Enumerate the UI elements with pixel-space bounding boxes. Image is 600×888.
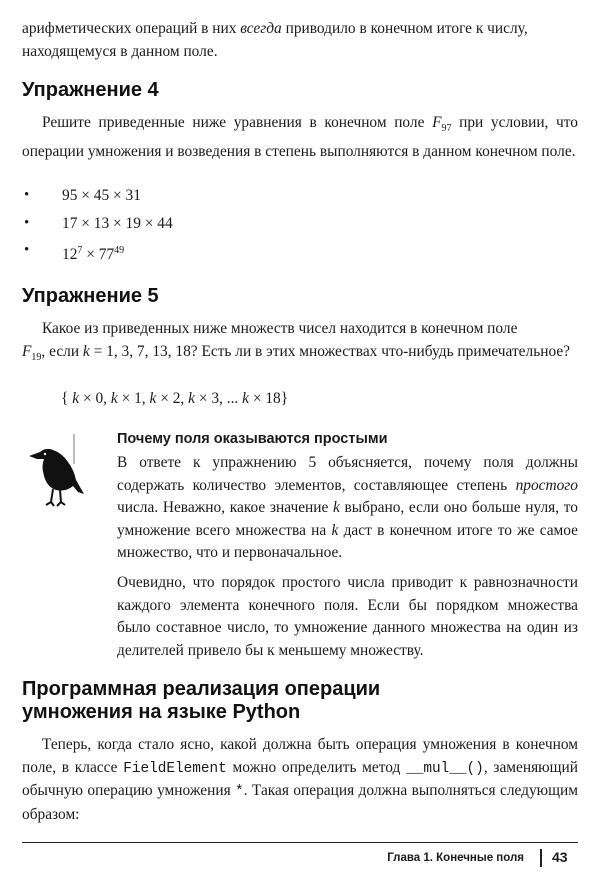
intro-text: арифметических операций в них xyxy=(22,20,241,37)
power-base: × 77 xyxy=(82,246,115,264)
section-text: . Такая операция должна выполняться следующим образом: xyxy=(22,782,578,823)
ex4-text-part: Решите приведенные ниже уравнения в конечном поле xyxy=(42,114,433,131)
footer-separator xyxy=(540,849,542,867)
set-part: × 0, xyxy=(79,390,111,407)
note-text: выбрано, если оно больше нуля, то умножение всего множества на xyxy=(117,499,578,539)
section-heading-line: Программная реализация операции xyxy=(22,678,381,700)
crow-icon xyxy=(26,432,92,517)
power-exponent: 49 xyxy=(114,245,125,256)
list-item: • 95 × 45 × 31 xyxy=(22,182,578,210)
field-symbol: F xyxy=(22,342,32,360)
set-formula xyxy=(61,388,541,411)
note-text: В ответе к упражнению 5 объясняется, почему поля должны содержать количество элементов, составляющее степень xyxy=(117,454,578,494)
variable-k: k xyxy=(333,499,340,517)
exercise-5-text xyxy=(22,318,578,369)
set-part: × 1, xyxy=(117,390,150,407)
note-paragraph-1 xyxy=(117,452,578,565)
code-operator: * xyxy=(235,784,244,801)
variable-k: k xyxy=(82,342,90,360)
list-item xyxy=(22,237,578,269)
field-subscript: 97 xyxy=(441,123,452,135)
exercise-5-heading: Упражнение 5 xyxy=(22,285,159,307)
variable-k: k xyxy=(110,390,118,407)
set-brace: { xyxy=(61,390,73,407)
ex5-text-part: Какое из приведенных ниже множеств чисел находится в конечном поле xyxy=(42,320,518,337)
note-paragraph-2: Очевидно, что порядок простого числа приводит к равнозначности каждого элемента конечного поля. Если бы порядком множества было составное число, то умножение данного множества на один из делителей привело бы к меньшему множеству. xyxy=(117,574,578,659)
code-class-name: FieldElement xyxy=(123,760,227,777)
intro-text-line2: находящемуся в данном поле. xyxy=(22,42,218,60)
intro-emphasis: всегда xyxy=(240,20,282,37)
power-base: 12 xyxy=(62,246,78,264)
ex5-text-part: = 1, 3, 7, 13, 18? Есть ли в этих множествах что-нибудь примечательное? xyxy=(89,342,570,360)
code-method-name: __mul__() xyxy=(406,760,484,777)
variable-k: k xyxy=(188,390,195,407)
section-paragraph xyxy=(22,734,578,826)
variable-k: k xyxy=(331,521,339,539)
footer-chapter-title: Глава 1. Конечные поля xyxy=(387,852,524,864)
note-text: числа. Неважно, какое значение xyxy=(117,499,333,517)
field-symbol: F xyxy=(432,114,442,131)
section-text: , заменяющий обычную операцию умножения xyxy=(22,758,578,800)
intro-paragraph xyxy=(22,18,578,63)
section-heading-line: умножения на языке Python xyxy=(22,701,301,723)
note-text: даст в конечном итоге то же самое множество, что и первоначальное. xyxy=(117,521,578,562)
set-part: × 3, ... xyxy=(194,390,243,407)
set-part: × 2, xyxy=(156,390,189,407)
ex4-text-part: при условии, что операции умножения и возведения в степень выполняются в данном конечном поле. xyxy=(22,114,578,160)
footer-rule xyxy=(22,842,578,843)
set-part: × 18} xyxy=(248,390,289,407)
exercise-4-text xyxy=(22,112,578,163)
ex5-text-part: , если xyxy=(41,342,83,360)
page-number: 43 xyxy=(552,849,568,865)
field-subscript: 19 xyxy=(31,351,42,363)
note-emphasis: простого xyxy=(515,476,578,494)
section-text: можно определить метод xyxy=(226,758,407,776)
variable-k: k xyxy=(242,390,249,407)
intro-text-end: приводило в конечном итоге к числу, xyxy=(281,20,528,37)
section-text: Теперь, когда стало ясно, какой должна быть операция умножения в конечном поле, в классе xyxy=(22,736,578,776)
exercise-4-list xyxy=(22,182,578,269)
exercise-4-heading: Упражнение 4 xyxy=(22,79,159,101)
power-exponent: 7 xyxy=(77,245,83,256)
section-heading xyxy=(22,678,380,724)
list-item: • 17 × 13 × 19 × 44 xyxy=(22,210,578,238)
variable-k: k xyxy=(149,390,157,407)
note-heading: Почему поля оказываются простыми xyxy=(117,431,388,447)
variable-k: k xyxy=(72,390,80,407)
